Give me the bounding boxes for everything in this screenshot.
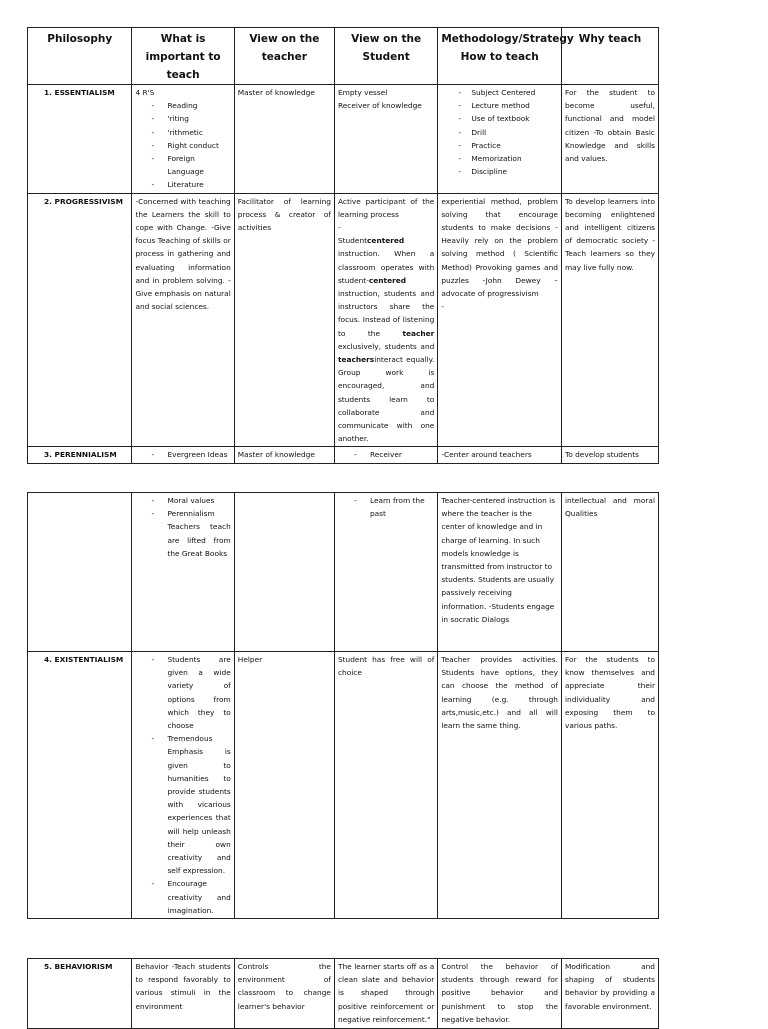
student-cell: Student has free will of choice: [334, 652, 437, 919]
table-row-existentialism: [28, 652, 659, 919]
philosophy-name: 3. PERENNIALISM: [28, 447, 132, 463]
header-row: [28, 28, 659, 85]
philosophy-name-empty: [28, 493, 132, 652]
header-philosophy: Philosophy: [28, 28, 132, 85]
list-item: - Tremendous Emphasis is given to humanities to provide students with vicarious experiences that will help unleash their own creativity and self expression.: [135, 732, 230, 877]
method-cell: [438, 85, 562, 194]
student-cell: [334, 85, 437, 194]
list-item: - Literature: [135, 178, 230, 191]
list-item: - Practice: [441, 139, 558, 152]
list-item: - Use of textbook: [441, 112, 558, 125]
important-cell: Behavior -Teach students to respond favorably to various stimuli in the environment: [132, 959, 234, 1029]
student-cell: The learner starts off as a clean slate and behavior is shaped through positive reinforcement or negative reinforcement.": [334, 959, 437, 1029]
student-cell: [334, 193, 437, 447]
table-row-perennialism-continued: [28, 493, 659, 652]
important-cell: [132, 652, 234, 919]
important-cell: [132, 447, 234, 463]
teacher-cell: Controls the environment of classroom to change learner's behavior: [234, 959, 334, 1029]
philosophy-table-part-3: [27, 958, 659, 1029]
method-text: experiential method, problem solving that encourage students to make decisions -Heavily rely on the problem solving method ( Scientific Method) Provoking games and puzzles -John Dewey –advocate of progressivism: [441, 196, 558, 299]
list-item: - Receiver: [338, 448, 434, 461]
philosophy-name: 4. EXISTENTIALISM: [28, 652, 132, 919]
important-cell: -Concerned with teaching the Learners the skill to cope with Change. -Give focus Teaching of skills or process in gathering and evaluating information and in problem solving. -Give emphasis on natural and social sciences.: [132, 193, 234, 447]
method-dash: -: [441, 302, 444, 312]
why-cell: For the student to become useful, functional and model citizen -To obtain Basic Knowledge and skills and values.: [561, 85, 658, 194]
list-item: - Perennialism Teachers teach are lifted from the Great Books: [135, 507, 230, 560]
list-item: - Lecture method: [441, 99, 558, 112]
table-row-behaviorism: [28, 959, 659, 1029]
list-item: - Foreign Language: [135, 152, 230, 178]
list-item: - Reading: [135, 99, 230, 112]
header-why-teach: Why teach: [561, 28, 658, 85]
student-cell: [334, 493, 437, 652]
why-cell: To develop learners into becoming enlightened and intelligent citizens of democratic society -Teach learners so they may live fully now.: [561, 193, 658, 447]
list-item: - Moral values: [135, 494, 230, 507]
method-cell: Teacher-centered instruction is where the teacher is the center of knowledge and in charge of learning. In such models knowledge is transmitted from instructor to students. Students are usually passively receiving information. -Students engage in socratic Dialogs: [438, 493, 562, 652]
important-cell: [132, 85, 234, 194]
why-cell: Modification and shaping of students behavior by providing a favorable environment.: [561, 959, 658, 1029]
teacher-cell: Helper: [234, 652, 334, 919]
list-item: - Learn from the past: [338, 494, 434, 520]
student-cell: [334, 447, 437, 463]
list-item: - Drill: [441, 126, 558, 139]
student-line: Empty vessel: [337, 88, 388, 97]
table-row-progressivism: [28, 193, 659, 447]
header-methodology: Methodology/Strategy How to teach: [438, 28, 562, 85]
method-cell: Teacher provides activities. Students have options, they can choose the method of learning (e.g. through arts,music,etc.) and all will learn the same thing.: [438, 652, 562, 919]
important-title: 4 R'S: [135, 88, 155, 97]
philosophy-name: 1. ESSENTIALISM: [28, 85, 132, 194]
philosophy-name: 5. BEHAVIORISM: [28, 959, 132, 1029]
table-row-essentialism: [28, 85, 659, 194]
header-important: What is important to teach: [132, 28, 234, 85]
method-cell: Control the behavior of students through reward for positive behavior and punishment to stop the negative behavior.: [438, 959, 562, 1029]
student-description: Studentcentered instruction. When a classroom operates with student-centered instruction, students and instructors share the focus. Instead of listening to the teacher exclusively, students and teachersinteract equally. Group work is encouraged, and students learn to collaborate and communicate with one another.: [337, 236, 435, 444]
list-item: - Right conduct: [135, 139, 230, 152]
list-item: - Memorization: [441, 152, 558, 165]
header-view-teacher: View on the teacher: [234, 28, 334, 85]
list-item: - Discipline: [441, 165, 558, 178]
list-item: - 'rithmetic: [135, 126, 230, 139]
why-cell: For the students to know themselves and appreciate their individuality and exposing them to various paths.: [561, 652, 658, 919]
philosophy-name: 2. PROGRESSIVISM: [28, 193, 132, 447]
method-cell: -Center around teachers: [438, 447, 562, 463]
why-cell: To develop students: [561, 447, 658, 463]
philosophy-table-part-1: [27, 27, 659, 464]
important-cell: [132, 493, 234, 652]
student-line: Receiver of knowledge: [337, 101, 422, 111]
table-row-perennialism: [28, 447, 659, 463]
philosophy-table-part-2: [27, 492, 659, 919]
method-cell: [438, 193, 562, 447]
student-intro: Active participant of the learning process: [337, 196, 435, 219]
list-item: - Subject Centered: [441, 86, 558, 99]
list-item: - Evergreen Ideas: [135, 448, 230, 461]
list-item: - Encourage creativity and imagination.: [135, 877, 230, 917]
why-cell: intellectual and moral Qualities: [561, 493, 658, 652]
list-item: - Students are given a wide variety of options from which they to choose: [135, 653, 230, 732]
teacher-cell: Master of knowledge: [234, 85, 334, 194]
teacher-cell-empty: [234, 493, 334, 652]
header-view-student: View on the Student: [334, 28, 437, 85]
teacher-cell: Facilitator of learning process & creator of activities: [234, 193, 334, 447]
teacher-cell: Master of knowledge: [234, 447, 334, 463]
list-item: - 'riting: [135, 112, 230, 125]
student-dash: -: [337, 223, 341, 233]
